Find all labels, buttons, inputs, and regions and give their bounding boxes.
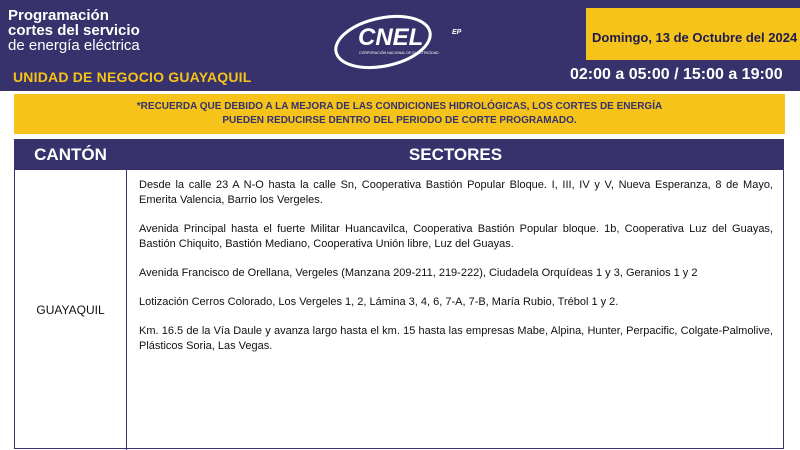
business-unit-label: UNIDAD DE NEGOCIO GUAYAQUIL [13, 69, 252, 85]
notice-line-1: *RECUERDA QUE DEBIDO A LA MEJORA DE LAS CONDICIONES HIDROLÓGICAS, LOS CORTES DE ENERGÍA [136, 101, 663, 112]
sector-item: Km. 16.5 de la Vía Daule y avanza largo hasta el km. 15 hasta las empresas Mabe, Alpina, Hunter, Perpacific, Colgate-Palmolive, Plásticos Soria, Las Vegas. [139, 325, 773, 352]
column-divider [126, 140, 127, 450]
sectors-cell [139, 178, 773, 368]
date-label: Domingo, 13 de Octubre del 2024 [592, 30, 798, 45]
notice-banner [14, 94, 785, 134]
outage-table [14, 139, 784, 449]
cnel-logo [328, 12, 478, 72]
canton-name: GUAYAQUIL [36, 303, 105, 317]
sector-item: Desde la calle 23 A N-O hasta la calle Sn, Cooperativa Bastión Popular Bloque. I, III, IV y V, Nueva Esperanza, 8 de Mayo, Emerita Valencia, Barrio los Vergeles. [139, 179, 773, 206]
sector-item: Avenida Francisco de Orellana, Vergeles (Manzana 209-211, 219-222), Ciudadela Orquídeas 1 y 3, Geranios 1 y 2 [139, 267, 698, 279]
column-header-sectores: SECTORES [127, 140, 784, 170]
title-line-1: Programación [8, 7, 109, 24]
title-line-2: cortes del servicio [8, 22, 140, 39]
column-header-canton: CANTÓN [15, 140, 126, 170]
sector-item: Avenida Principal hasta el fuerte Militar Huancavilca, Cooperativa Bastión Popular bloque. 1b, Cooperativa Luz del Guayas, Bastión Chiquito, Bastión Mediano, Cooperativa Unión libre, Luz del Guayas. [139, 223, 773, 250]
page-title [8, 8, 140, 53]
canton-cell [15, 170, 126, 450]
notice-line-2: PUEDEN REDUCIRSE DENTRO DEL PERIODO DE CORTE PROGRAMADO. [222, 115, 577, 126]
logo-text: CNEL [358, 24, 424, 51]
title-line-3: de energía eléctrica [8, 37, 140, 54]
time-range-label: 02:00 a 05:00 / 15:00 a 19:00 [570, 66, 783, 83]
sector-item: Lotización Cerros Colorado, Los Vergeles 1, 2, Lámina 3, 4, 6, 7-A, 7-B, María Rubio, Trébol 1 y 2. [139, 296, 619, 308]
logo-subtext: CORPORACIÓN NACIONAL DE ELECTRICIDAD [359, 51, 439, 55]
logo-suffix: EP [452, 29, 462, 36]
